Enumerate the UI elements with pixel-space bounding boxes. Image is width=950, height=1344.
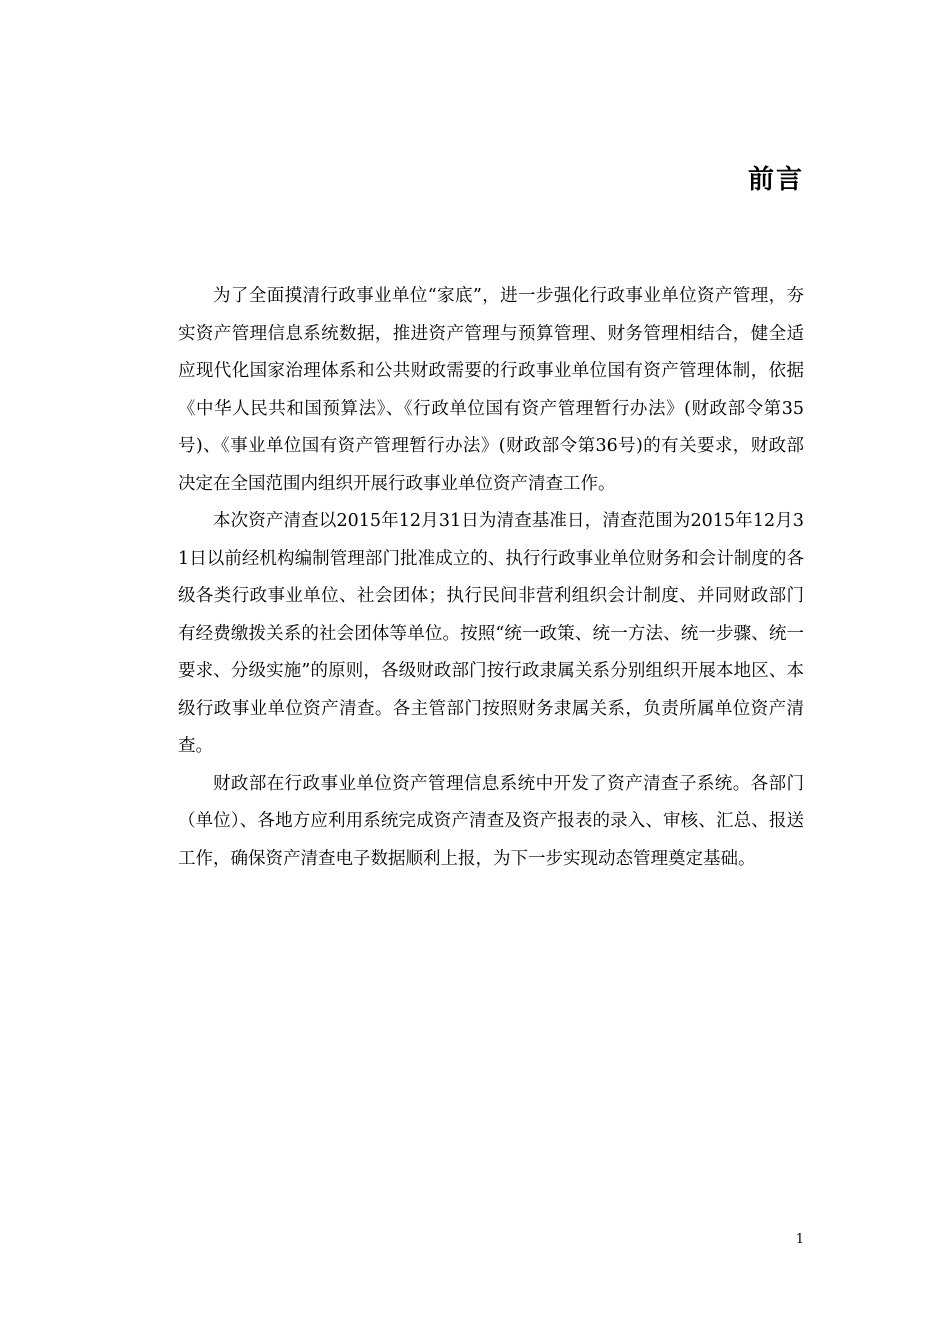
paragraph-3: 财政部在行政事业单位资产管理信息系统中开发了资产清查子系统。各部门（单位）、各地方应利用系统完成资产清查及资产报表的录入、审核、汇总、报送工作，确保资产清查电子数据顺利上报，为下一步实现动态管理奠定基础。 — [178, 773, 804, 869]
body-text — [178, 278, 804, 878]
page-title: 前言 — [747, 165, 804, 195]
paragraph-2: 本次资产清查以2015年12月31日为清查基准日，清查范围为2015年12月31日以前经机构编制管理部门批准成立的、执行行政事业单位财务和会计制度的各级各类行政事业单位、社会团体；执行民间非营利组织会计制度、并同财政部门有经费缴拨关系的社会团体等单位。按照“统一政策、统一方法、统一步骤、统一要求、分级实施”的原则，各级财政部门按行政隶属关系分别组织开展本地区、本级行政事业单位资产清查。各主管部门按照财务隶属关系，负责所属单位资产清查。 — [178, 511, 804, 756]
page-number: 1 — [795, 1232, 804, 1247]
paragraph-1: 为了全面摸清行政事业单位“家底”，进一步强化行政事业单位资产管理，夯实资产管理信息系统数据，推进资产管理与预算管理、财务管理相结合，健全适应现代化国家治理体系和公共财政需要的行政事业单位国有资产管理体制，依据《中华人民共和国预算法》、《行政单位国有资产管理暂行办法》(财政部令第35号)、《事业单位国有资产管理暂行办法》(财政部令第36号)的有关要求，财政部决定在全国范围内组织开展行政事业单位资产清查工作。 — [178, 286, 804, 494]
